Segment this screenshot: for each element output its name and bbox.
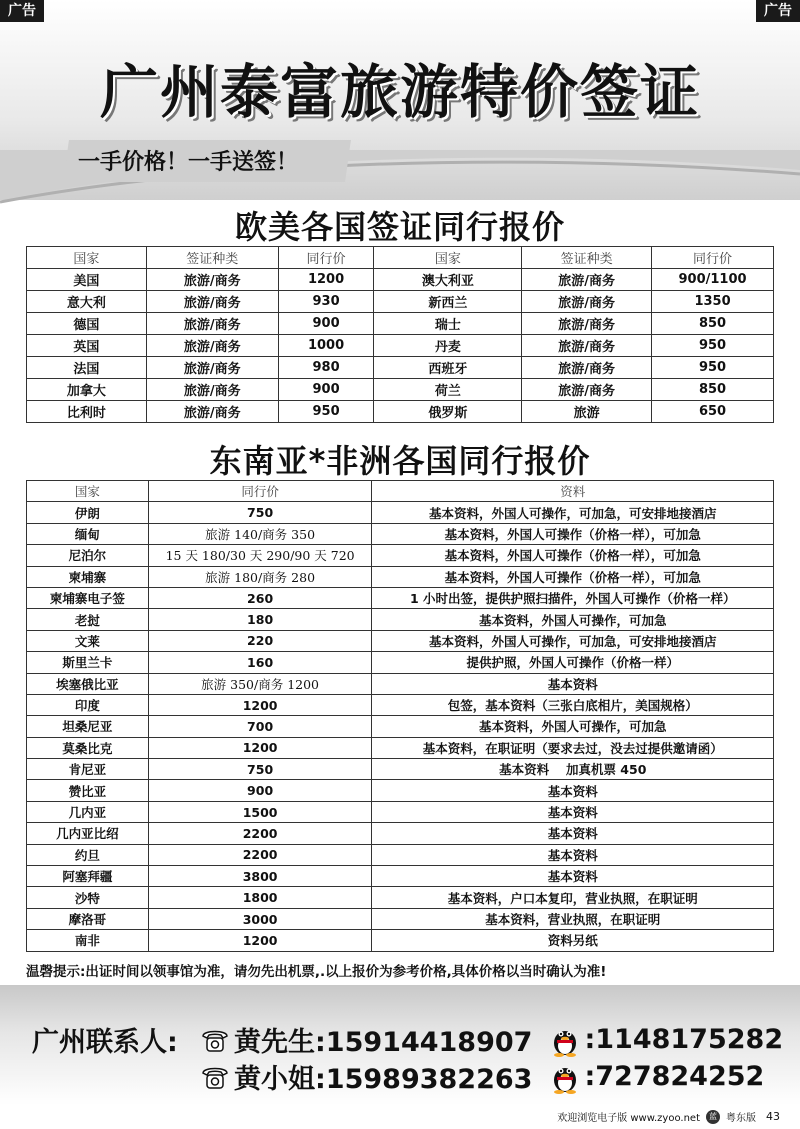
table-cell: 850 xyxy=(652,313,774,335)
table-cell: 老挝 xyxy=(27,609,149,630)
section-title-asia-africa: 东南亚*非洲各国同行报价 xyxy=(209,442,591,480)
table-cell: 摩洛哥 xyxy=(27,908,149,929)
table-cell: 阿塞拜疆 xyxy=(27,866,149,887)
contact-line-2 xyxy=(200,1057,764,1096)
table-cell: 沙特 xyxy=(27,887,149,908)
table-cell: 2200 xyxy=(148,844,372,865)
table-cell: 750 xyxy=(148,502,372,523)
table-cell: 比利时 xyxy=(27,401,147,423)
telephone-icon xyxy=(200,1063,230,1091)
table-cell: 美国 xyxy=(27,269,147,291)
table-cell: 俄罗斯 xyxy=(374,401,522,423)
table-cell: 约旦 xyxy=(27,844,149,865)
header-price: 同行价 xyxy=(278,247,374,269)
table-row xyxy=(27,930,774,951)
table-cell: 950 xyxy=(652,335,774,357)
table-cell: 基本资料 xyxy=(372,801,774,822)
europe-america-price-table xyxy=(26,246,774,423)
table-cell: 220 xyxy=(148,630,372,651)
table-cell: 750 xyxy=(148,759,372,780)
table-row xyxy=(27,379,774,401)
table-cell: 基本资料 xyxy=(372,866,774,887)
table-cell: 基本资料 xyxy=(372,844,774,865)
table-cell: 180 xyxy=(148,609,372,630)
qq-number: :727824252 xyxy=(584,1061,765,1092)
table-cell: 伊朗 xyxy=(27,502,149,523)
table-cell: 基本资料，外国人可操作，可加急 xyxy=(372,609,774,630)
table-cell: 3800 xyxy=(148,866,372,887)
table-cell: 1200 xyxy=(148,737,372,758)
table-row xyxy=(27,759,774,780)
table-cell: 基本资料，外国人可操作，可加急，可安排地接酒店 xyxy=(372,630,774,651)
table-row xyxy=(27,823,774,844)
table-cell: 西班牙 xyxy=(374,357,522,379)
table-cell: 提供护照，外国人可操作（价格一样） xyxy=(372,652,774,673)
table-cell: 1000 xyxy=(278,335,374,357)
page-number: 43 xyxy=(766,1110,780,1123)
table-row xyxy=(27,587,774,608)
main-title: 广州泰富旅游特价签证 xyxy=(99,58,700,126)
table-cell: 260 xyxy=(148,587,372,608)
table-cell: 旅游/商务 xyxy=(522,291,652,313)
header-documents: 资料 xyxy=(372,481,774,502)
table-row xyxy=(27,630,774,651)
table-cell: 基本资料 xyxy=(372,780,774,801)
header-country: 国家 xyxy=(374,247,522,269)
section-title-europe-america: 欧美各国签证同行报价 xyxy=(234,208,565,246)
footer-welcome: 欢迎浏览电子版 www.zyoo.net xyxy=(557,1113,700,1124)
table-cell: 旅游 xyxy=(522,401,652,423)
table-cell: 英国 xyxy=(27,335,147,357)
table-cell: 瑞士 xyxy=(374,313,522,335)
table-cell: 980 xyxy=(278,357,374,379)
ad-label-left: 广告 xyxy=(0,0,44,22)
table-row xyxy=(27,694,774,715)
table-cell: 包签，基本资料（三张白底相片，美国规格） xyxy=(372,694,774,715)
table-row xyxy=(27,887,774,908)
table-cell: 700 xyxy=(148,716,372,737)
table-cell: 基本资料，外国人可操作，可加急 xyxy=(372,716,774,737)
table-row xyxy=(27,313,774,335)
contact-name-phone: 黄小姐:15989382263 xyxy=(234,1064,533,1095)
table-cell: 基本资料，在职证明（要求去过，没去过提供邀请函） xyxy=(372,737,774,758)
table-cell: 1200 xyxy=(148,930,372,951)
table-cell: 埃塞俄比亚 xyxy=(27,673,149,694)
table-cell: 1 小时出签，提供护照扫描件，外国人可操作（价格一样） xyxy=(372,587,774,608)
table-cell: 南非 xyxy=(27,930,149,951)
table-row xyxy=(27,269,774,291)
table-cell: 旅游 140/商务 350 xyxy=(148,523,372,544)
table-row xyxy=(27,523,774,544)
qq-number: :1148175282 xyxy=(584,1024,784,1055)
table-cell: 2200 xyxy=(148,823,372,844)
ad-label-right: 广告 xyxy=(756,0,800,22)
table-cell: 1800 xyxy=(148,887,372,908)
table-row xyxy=(27,291,774,313)
table-cell: 900 xyxy=(148,780,372,801)
table-row xyxy=(27,737,774,758)
table-cell: 尼泊尔 xyxy=(27,545,149,566)
table-cell: 旅游/商务 xyxy=(146,379,278,401)
table-cell: 意大利 xyxy=(27,291,147,313)
table-cell: 旅游/商务 xyxy=(522,313,652,335)
table-row xyxy=(27,502,774,523)
table-cell: 基本资料 xyxy=(372,673,774,694)
table-cell: 资料另纸 xyxy=(372,930,774,951)
contact-label: 广州联系人: xyxy=(32,1027,178,1058)
table-row xyxy=(27,609,774,630)
table-cell: 旅游/商务 xyxy=(522,379,652,401)
table-cell: 旅游/商务 xyxy=(146,291,278,313)
telephone-icon xyxy=(200,1026,230,1054)
contact-line-1 xyxy=(200,1020,783,1059)
table-cell: 基本资料 xyxy=(372,823,774,844)
table-cell: 德国 xyxy=(27,313,147,335)
table-cell: 旅游/商务 xyxy=(522,335,652,357)
footer-edition: 粤东版 xyxy=(726,1113,756,1124)
table-cell: 旅游/商务 xyxy=(146,357,278,379)
table-row xyxy=(27,673,774,694)
table-cell: 基本资料，外国人可操作（价格一样），可加急 xyxy=(372,523,774,544)
header-country: 国家 xyxy=(27,481,149,502)
table-row xyxy=(27,357,774,379)
table-row xyxy=(27,652,774,673)
table-cell: 3000 xyxy=(148,908,372,929)
table-cell: 柬埔寨 xyxy=(27,566,149,587)
table-row xyxy=(27,335,774,357)
header-visa-type: 签证种类 xyxy=(146,247,278,269)
table-cell: 斯里兰卡 xyxy=(27,652,149,673)
header-price: 同行价 xyxy=(652,247,774,269)
table-cell: 印度 xyxy=(27,694,149,715)
table-cell: 950 xyxy=(652,357,774,379)
table-row xyxy=(27,801,774,822)
table-cell: 旅游/商务 xyxy=(146,335,278,357)
table-row xyxy=(27,545,774,566)
qq-penguin-icon xyxy=(550,1060,580,1094)
table-cell: 几内亚比绍 xyxy=(27,823,149,844)
header-country: 国家 xyxy=(27,247,147,269)
table-cell: 法国 xyxy=(27,357,147,379)
table-cell: 加拿大 xyxy=(27,379,147,401)
table-cell: 莫桑比克 xyxy=(27,737,149,758)
table-cell: 几内亚 xyxy=(27,801,149,822)
table-cell: 柬埔寨电子签 xyxy=(27,587,149,608)
table-cell: 1350 xyxy=(652,291,774,313)
table-cell: 旅游/商务 xyxy=(522,357,652,379)
table-cell: 旅游/商务 xyxy=(146,269,278,291)
table-cell: 旅游/商务 xyxy=(146,401,278,423)
contact-name-phone: 黄先生:15914418907 xyxy=(234,1027,533,1058)
table-cell: 基本资料 加真机票 450 xyxy=(372,759,774,780)
table-cell: 900/1100 xyxy=(652,269,774,291)
table-cell: 基本资料，外国人可操作（价格一样），可加急 xyxy=(372,566,774,587)
table-cell: 15 天 180/30 天 290/90 天 720 xyxy=(148,545,372,566)
table-cell: 旅游 180/商务 280 xyxy=(148,566,372,587)
table-cell: 旅游 350/商务 1200 xyxy=(148,673,372,694)
table-header-row xyxy=(27,247,774,269)
warm-tip: 温磬提示:出证时间以领事馆为准，请勿先出机票,.以上报价为参考价格,具体价格以当时确认为准! xyxy=(26,964,607,980)
table-cell: 缅甸 xyxy=(27,523,149,544)
header-visa-type: 签证种类 xyxy=(522,247,652,269)
table-cell: 新西兰 xyxy=(374,291,522,313)
qq-penguin-icon xyxy=(550,1023,580,1057)
table-cell: 基本资料，营业执照，在职证明 xyxy=(372,908,774,929)
table-row xyxy=(27,908,774,929)
table-row xyxy=(27,780,774,801)
table-cell: 1200 xyxy=(278,269,374,291)
table-cell: 坦桑尼亚 xyxy=(27,716,149,737)
slogan: 一手价格！一手送签！ xyxy=(78,150,299,175)
table-cell: 旅游/商务 xyxy=(522,269,652,291)
table-row xyxy=(27,716,774,737)
table-header-row xyxy=(27,481,774,502)
header-price: 同行价 xyxy=(148,481,372,502)
page-footer xyxy=(557,1109,780,1124)
table-cell: 930 xyxy=(278,291,374,313)
table-cell: 肯尼亚 xyxy=(27,759,149,780)
table-row xyxy=(27,866,774,887)
table-cell: 1500 xyxy=(148,801,372,822)
publisher-seal-icon: 蓝 xyxy=(706,1110,720,1124)
asia-africa-price-table xyxy=(26,480,774,952)
table-cell: 基本资料，外国人可操作（价格一样），可加急 xyxy=(372,545,774,566)
table-row xyxy=(27,401,774,423)
table-cell: 基本资料，户口本复印，营业执照，在职证明 xyxy=(372,887,774,908)
table-cell: 900 xyxy=(278,313,374,335)
table-row xyxy=(27,566,774,587)
table-cell: 900 xyxy=(278,379,374,401)
table-cell: 赞比亚 xyxy=(27,780,149,801)
table-cell: 1200 xyxy=(148,694,372,715)
table-cell: 950 xyxy=(278,401,374,423)
table-row xyxy=(27,844,774,865)
table-cell: 澳大利亚 xyxy=(374,269,522,291)
table-cell: 荷兰 xyxy=(374,379,522,401)
table-cell: 丹麦 xyxy=(374,335,522,357)
table-cell: 文莱 xyxy=(27,630,149,651)
table-cell: 650 xyxy=(652,401,774,423)
table-cell: 基本资料，外国人可操作，可加急，可安排地接酒店 xyxy=(372,502,774,523)
table-cell: 850 xyxy=(652,379,774,401)
table-cell: 旅游/商务 xyxy=(146,313,278,335)
table-cell: 160 xyxy=(148,652,372,673)
